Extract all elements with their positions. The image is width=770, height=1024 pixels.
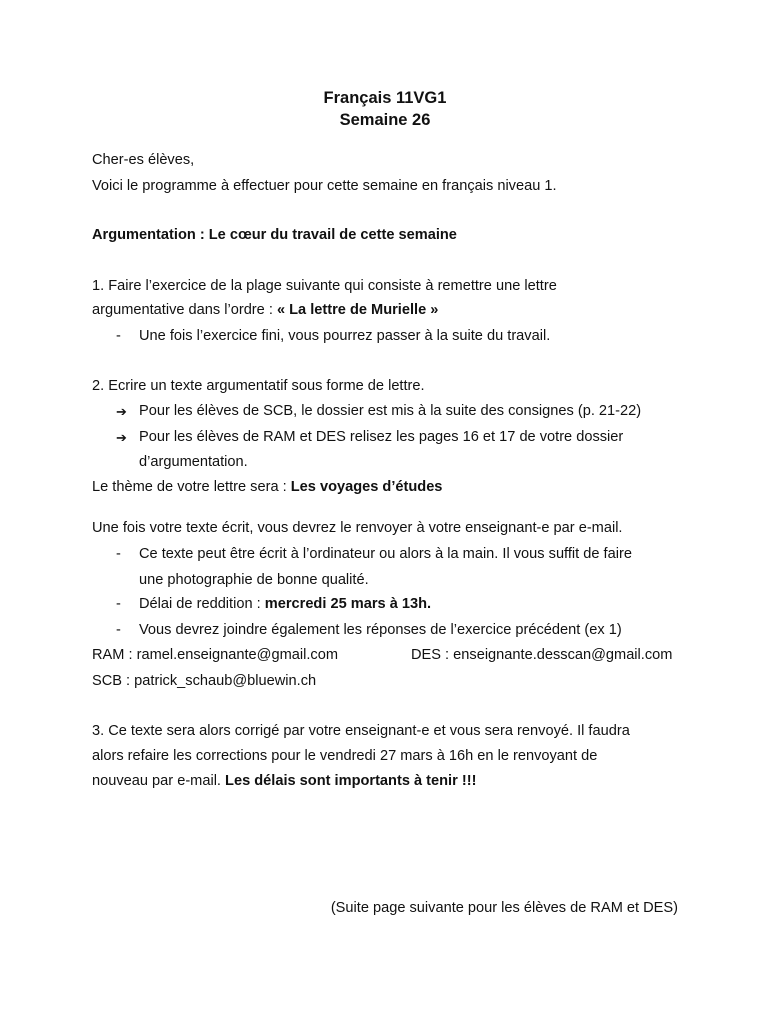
submission-bullet3-text: Vous devrez joindre également les réponses de l’exercice précédent (ex 1) xyxy=(139,622,622,638)
greeting: Cher-es élèves, xyxy=(92,152,195,168)
step2-arrow2-text: Pour les élèves de RAM et DES relisez les pages 16 et 17 de votre dossier xyxy=(139,429,624,445)
bullet-dash: - xyxy=(116,622,121,638)
arrow-right-icon: ➔ xyxy=(116,404,127,419)
deadline-value: mercredi 25 mars à 13h. xyxy=(264,596,432,612)
submission-bullet1-text: Ce texte peut être écrit à l’ordinateur ou alors à la main. Il vous suffit de faire xyxy=(139,546,632,562)
step2-theme xyxy=(92,477,442,497)
step2-line1: 2. Ecrire un texte argumentatif sous forme de lettre. xyxy=(92,378,425,394)
submission-deadline xyxy=(139,594,431,614)
bullet-dash: - xyxy=(116,328,121,344)
step2-theme-value: Les voyages d’études xyxy=(290,479,443,495)
document-subtitle: Semaine 26 xyxy=(339,111,431,129)
deadline-label: Délai de reddition : xyxy=(139,596,265,612)
step2-arrow1-text: Pour les élèves de SCB, le dossier est mis à la suite des consignes (p. 21-22) xyxy=(139,403,642,419)
step1-line1: 1. Faire l’exercice de la plage suivante qui consiste à remettre une lettre xyxy=(92,278,557,294)
step3-line3-text: nouveau par e-mail. xyxy=(92,773,226,789)
document-title: Français 11VG1 xyxy=(323,89,447,107)
step2-theme-text: Le thème de votre lettre sera : xyxy=(92,479,291,495)
step1-line2-text: argumentative dans l’ordre : xyxy=(92,302,277,318)
bullet-dash: - xyxy=(116,546,121,562)
section-heading: Argumentation : Le cœur du travail de cette semaine xyxy=(92,227,457,243)
footer-note: (Suite page suivante pour les élèves de RAM et DES) xyxy=(330,900,678,916)
step1-line2 xyxy=(92,300,438,320)
submission-bullet1-continuation: une photographie de bonne qualité. xyxy=(139,572,369,588)
bullet-dash: - xyxy=(116,596,121,612)
step1-bullet-text: Une fois l’exercice fini, vous pourrez passer à la suite du travail. xyxy=(139,328,551,344)
des-contact: DES : enseignante.desscan@gmail.com xyxy=(411,647,673,663)
step3-line1: 3. Ce texte sera alors corrigé par votre enseignant-e et vous sera renvoyé. Il faudra xyxy=(92,723,630,739)
step3-line2: alors refaire les corrections pour le vendredi 27 mars à 16h en le renvoyant de xyxy=(92,748,598,764)
step1-exercise-name: « La lettre de Murielle » xyxy=(276,302,439,318)
step3-emphasis: Les délais sont importants à tenir !!! xyxy=(225,773,477,789)
scb-contact: SCB : patrick_schaub@bluewin.ch xyxy=(92,673,317,689)
intro-paragraph: Voici le programme à effectuer pour cette semaine en français niveau 1. xyxy=(92,178,557,194)
step2-arrow2-continuation: d’argumentation. xyxy=(139,454,248,470)
ram-contact: RAM : ramel.enseignante@gmail.com xyxy=(92,647,338,663)
submission-line1: Une fois votre texte écrit, vous devrez le renvoyer à votre enseignant-e par e-mail. xyxy=(92,520,623,536)
arrow-right-icon: ➔ xyxy=(116,430,127,445)
step3-line3 xyxy=(92,771,476,791)
